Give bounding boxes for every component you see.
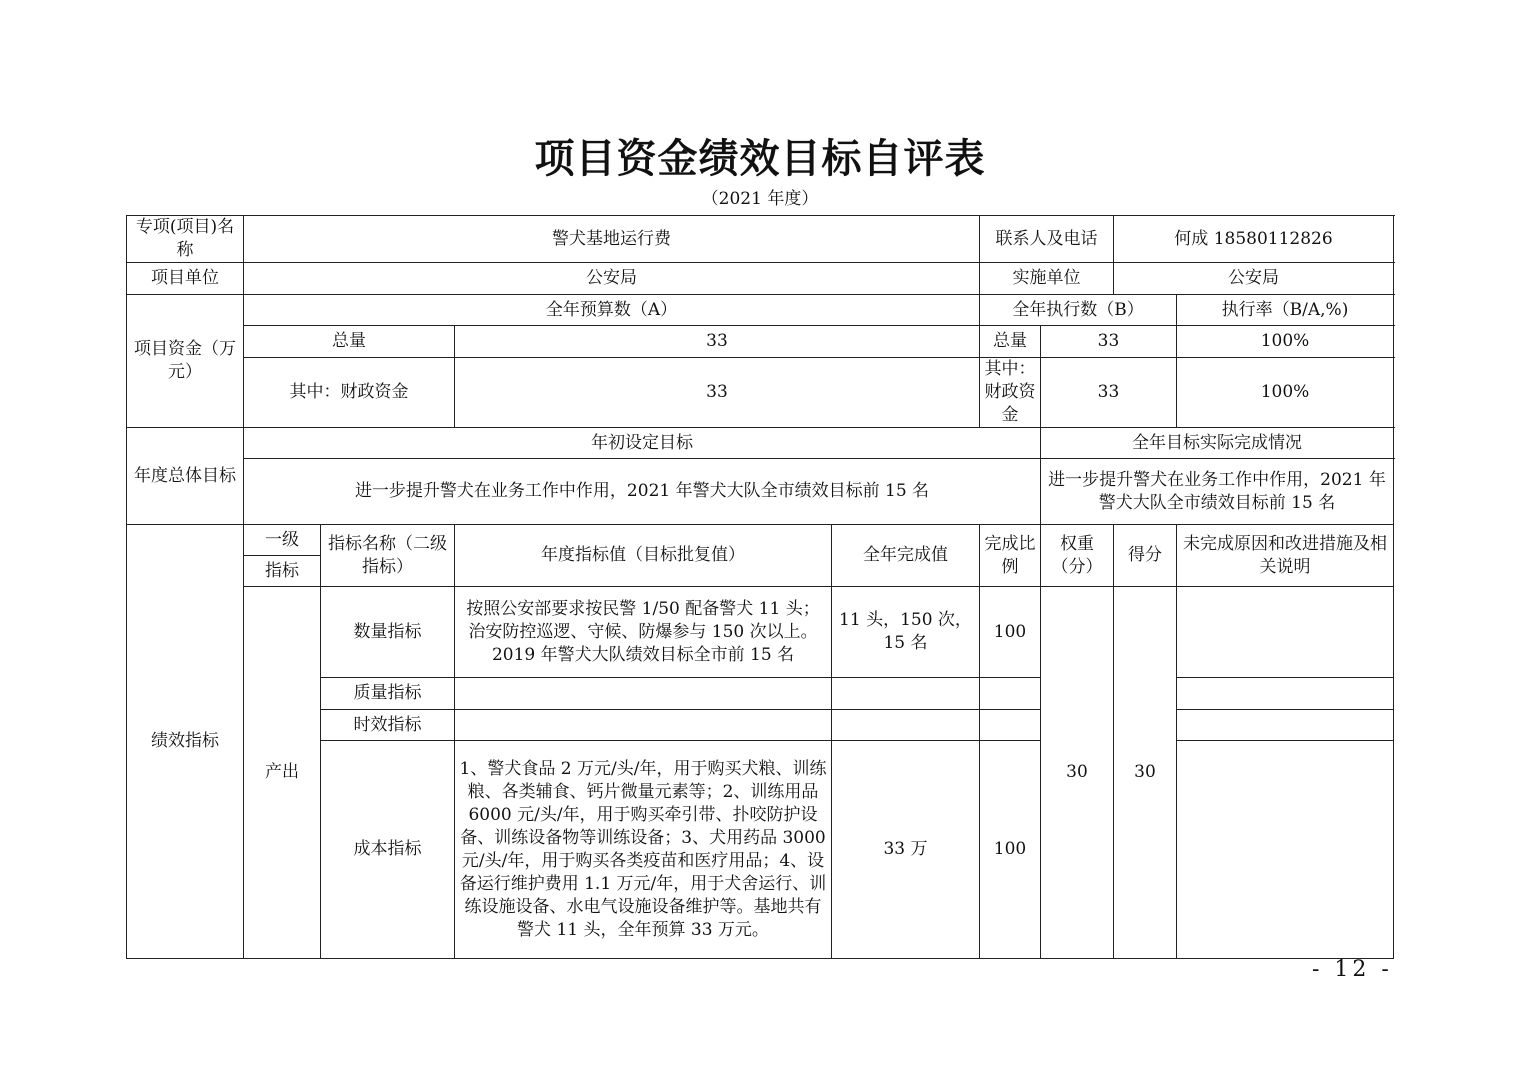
indicator-target: 1、警犬食品 2 万元/头/年，用于购买犬粮、训练粮、各类辅食、钙片微量元素等；2、训练用品 6000 元/头/年，用于购买牵引带、扑咬防护设备、训练设备物等训练设备；3、犬用药品 3000 元/头/年，用于购买各类疫苗和医疗用品；4、设备运行维护费用 1.1 万元/年，用于犬舍运行、训练设施设备、水电气设施设备维护等。基地共有警犬 11 头，全年预算 33 万元。	[455, 741, 832, 959]
page-title: 项目资金绩效目标自评表	[534, 135, 986, 182]
level1-header-bottom: 指标	[244, 556, 321, 587]
indicator-ratio	[980, 710, 1041, 741]
indicators-label: 绩效指标	[127, 525, 244, 959]
fiscal-budget: 33	[455, 358, 980, 428]
indicator-name: 质量指标	[321, 678, 455, 710]
table-row	[127, 358, 1394, 428]
actual-goal-header: 全年目标实际完成情况	[1041, 428, 1394, 459]
table-row	[127, 428, 1394, 459]
weight-header: 权重（分）	[1041, 525, 1114, 587]
budget-header: 全年预算数（A）	[244, 295, 980, 326]
fiscal-label: 其中：财政资金	[244, 358, 455, 428]
indicator-name-header: 指标名称（二级指标）	[321, 525, 455, 587]
actual-goal-text: 进一步提升警犬在业务工作中作用，2021 年警犬大队全市绩效目标前 15 名	[1041, 459, 1394, 525]
project-unit-label: 项目单位	[127, 263, 244, 295]
indicator-complete	[832, 678, 980, 710]
indicator-name: 数量指标	[321, 587, 455, 678]
indicator-notes	[1177, 741, 1394, 959]
total-rate: 100%	[1177, 326, 1394, 358]
fiscal-exec-label: 其中：财政资金	[980, 358, 1041, 428]
indicator-ratio: 100	[980, 741, 1041, 959]
ratio-header: 完成比例	[980, 525, 1041, 587]
notes-header: 未完成原因和改进措施及相关说明	[1177, 525, 1394, 587]
project-unit-value: 公安局	[244, 263, 980, 295]
indicator-target	[455, 710, 832, 741]
impl-unit-label: 实施单位	[980, 263, 1114, 295]
indicator-notes	[1177, 587, 1394, 678]
indicator-ratio	[980, 678, 1041, 710]
level1-header-top: 一级	[244, 525, 321, 556]
table-row	[127, 587, 1394, 678]
table-row	[127, 525, 1394, 556]
score-value: 30	[1114, 587, 1177, 959]
exec-header: 全年执行数（B）	[980, 295, 1177, 326]
year-subtitle: （2021 年度）	[701, 189, 819, 209]
target-value-header: 年度指标值（目标批复值）	[455, 525, 832, 587]
fiscal-exec: 33	[1041, 358, 1177, 428]
fiscal-rate: 100%	[1177, 358, 1394, 428]
table-row	[127, 295, 1394, 326]
self-evaluation-table	[126, 215, 1394, 959]
indicator-target: 按照公安部要求按民警 1/50 配备警犬 11 头；治安防控巡逻、守候、防爆参与 150 次以上。2019 年警犬大队绩效目标全市前 15 名	[455, 587, 832, 678]
total-exec-label: 总量	[980, 326, 1041, 358]
table-row	[127, 326, 1394, 358]
indicator-name: 成本指标	[321, 741, 455, 959]
score-header: 得分	[1114, 525, 1177, 587]
rate-header: 执行率（B/A,%)	[1177, 295, 1394, 326]
impl-unit-value: 公安局	[1114, 263, 1394, 295]
indicator-notes	[1177, 710, 1394, 741]
table-row	[127, 216, 1394, 263]
total-label: 总量	[244, 326, 455, 358]
complete-value-header: 全年完成值	[832, 525, 980, 587]
set-goal-text: 进一步提升警犬在业务工作中作用，2021 年警犬大队全市绩效目标前 15 名	[244, 459, 1041, 525]
category-output: 产出	[244, 587, 321, 959]
contact-label: 联系人及电话	[980, 216, 1114, 263]
table-row	[127, 459, 1394, 525]
indicator-complete: 33 万	[832, 741, 980, 959]
total-budget: 33	[455, 326, 980, 358]
indicator-complete: 11 头，150 次，15 名	[832, 587, 980, 678]
indicator-notes	[1177, 678, 1394, 710]
indicator-target	[455, 678, 832, 710]
annual-goal-label: 年度总体目标	[127, 428, 244, 525]
table-row	[127, 263, 1394, 295]
indicator-ratio: 100	[980, 587, 1041, 678]
weight-value: 30	[1041, 587, 1114, 959]
indicator-complete	[832, 710, 980, 741]
indicator-name: 时效指标	[321, 710, 455, 741]
project-name-label: 专项(项目)名称	[127, 216, 244, 263]
page-number: - 12 -	[1312, 957, 1393, 982]
total-exec: 33	[1041, 326, 1177, 358]
contact-value: 何成 18580112826	[1114, 216, 1394, 263]
project-name-value: 警犬基地运行费	[244, 216, 980, 263]
funds-label: 项目资金（万元）	[127, 295, 244, 428]
set-goal-header: 年初设定目标	[244, 428, 1041, 459]
